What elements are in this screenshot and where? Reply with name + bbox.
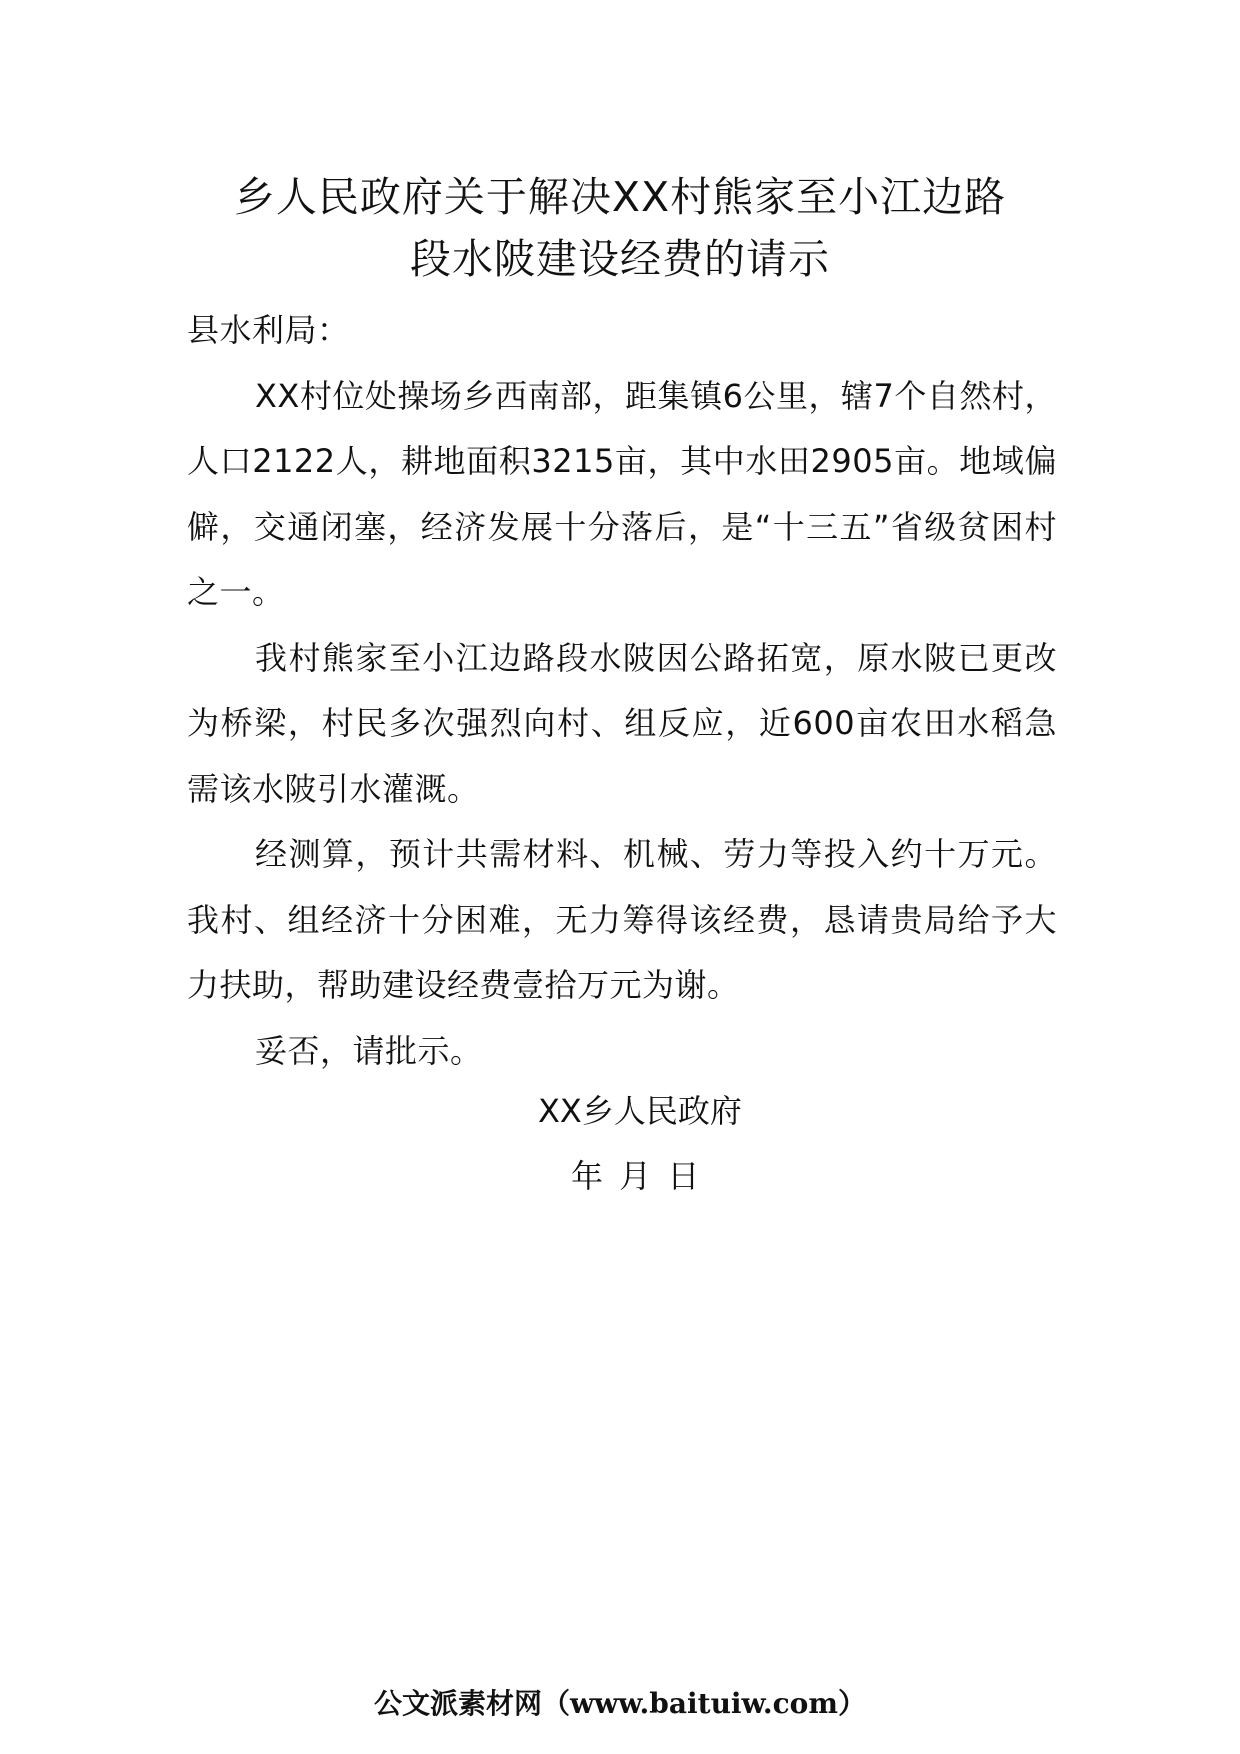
title-line-1: 乡人民政府关于解决XX村熊家至小江边路 xyxy=(233,173,1007,221)
salutation: 县水利局： xyxy=(187,311,350,349)
document-title xyxy=(180,166,1060,290)
document-body xyxy=(187,298,1057,1084)
paragraph-2: 我村熊家至小江边路段水陂因公路拓宽，原水陂已更改为桥梁，村民多次强烈向村、组反应，近600亩农田水稻急需该水陂引水灌溉。 xyxy=(187,638,1057,808)
signature-organization: XX乡人民政府 xyxy=(538,1092,742,1130)
paragraph-3: 经测算，预计共需材料、机械、劳力等投入约十万元。我村、组经济十分困难，无力筹得该经费，恳请贵局给予大力扶助，帮助建设经费壹拾万元为谢。 xyxy=(187,835,1057,1004)
footer-watermark: 公文派素材网（www.baituiw.com） xyxy=(374,1687,866,1720)
paragraph-1: XX村位处操场乡西南部，距集镇6公里，辖7个自然村，人口2122人，耕地面积3215亩，其中水田2905亩。地域偏僻，交通闭塞，经济发展十分落后，是“十三五”省级贫困村之一。 xyxy=(187,376,1057,611)
paragraph-4: 妥否，请批示。 xyxy=(255,1031,483,1070)
title-line-2: 段水陂建设经费的请示 xyxy=(410,235,830,283)
signature-date: 年 月 日 xyxy=(571,1157,700,1195)
